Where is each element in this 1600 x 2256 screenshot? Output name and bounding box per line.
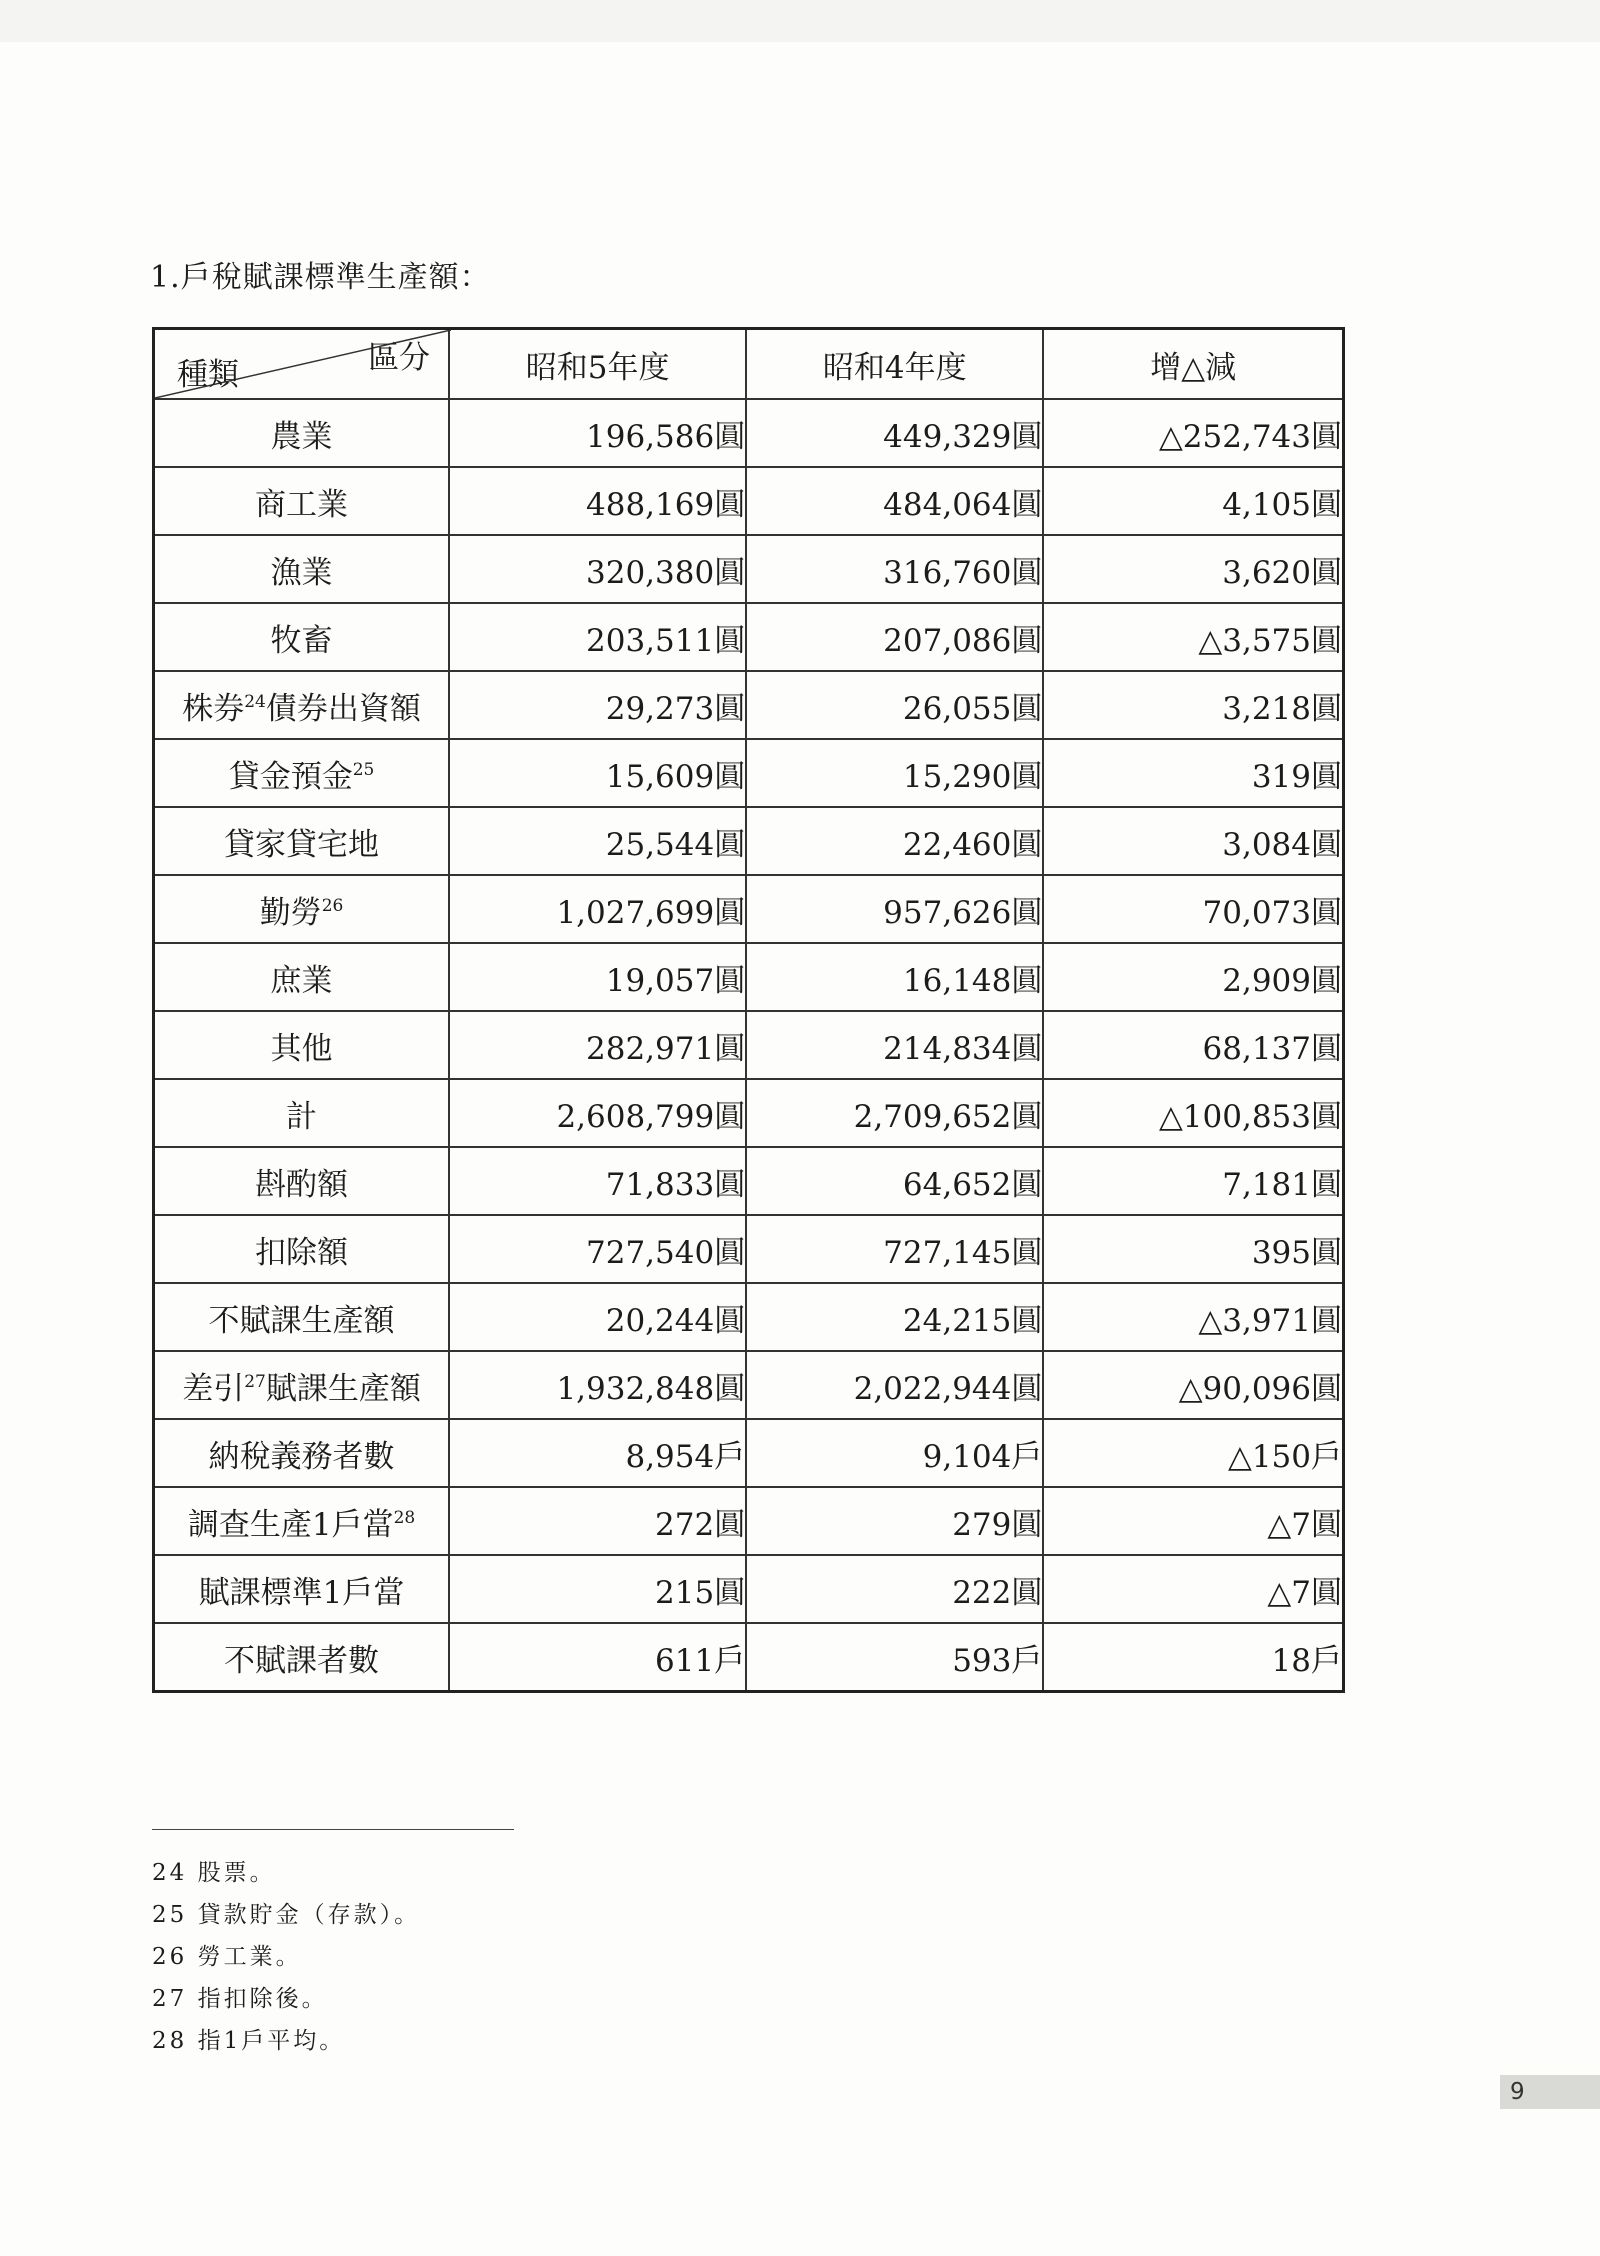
value-showa5-cell: 282,971圓 [449,1011,746,1079]
row-category-cell [154,1487,450,1555]
table-row [154,1419,1344,1487]
row-category-label-cont: 債券出資額 [265,690,421,727]
value-change-cell: △3,575圓 [1043,603,1343,671]
footnote-marker: 26 [321,895,344,916]
row-category-label: 漁業 [270,554,333,591]
table-row [154,1555,1344,1623]
table-row [154,1011,1344,1079]
row-category-label: 不賦課者數 [224,1642,380,1679]
value-change-cell: △3,971圓 [1043,1283,1343,1351]
value-change-cell: 3,620圓 [1043,535,1343,603]
value-showa4-cell: 9,104戶 [746,1419,1043,1487]
table-row [154,467,1344,535]
value-showa5-cell: 15,609圓 [449,739,746,807]
footnote-25: 25 貸款貯金（存款）。 [152,1902,421,1928]
row-category-cell [154,1283,450,1351]
value-showa4-cell: 214,834圓 [746,1011,1043,1079]
table-row [154,739,1344,807]
corner-label-division: 區分 [368,340,431,376]
row-category-label: 不賦課生產額 [208,1302,395,1339]
value-change-cell: 4,105圓 [1043,467,1343,535]
value-showa4-cell: 727,145圓 [746,1215,1043,1283]
row-category-label: 農業 [270,418,333,455]
column-header-showa5: 昭和5年度 [449,329,746,400]
row-category-cell [154,1079,450,1147]
table-row [154,535,1344,603]
footnote-marker: 24 [244,691,266,712]
row-category-cell [154,603,450,671]
footnote-marker: 27 [244,1371,266,1392]
table-row [154,1623,1344,1692]
row-category-label: 差引 [182,1370,245,1407]
row-category-label: 其他 [270,1030,333,1067]
value-showa5-cell: 19,057圓 [449,943,746,1011]
table-row [154,1487,1344,1555]
table-row [154,1351,1344,1419]
row-category-label: 納稅義務者數 [208,1438,395,1475]
table-row [154,807,1344,875]
value-showa4-cell: 449,329圓 [746,399,1043,467]
value-change-cell: 2,909圓 [1043,943,1343,1011]
value-change-cell: △7圓 [1043,1555,1343,1623]
table-row [154,943,1344,1011]
row-category-cell [154,467,450,535]
production-table [152,327,1345,1693]
value-showa4-cell: 24,215圓 [746,1283,1043,1351]
row-category-cell [154,535,450,603]
value-change-cell: 18戶 [1043,1623,1343,1692]
row-category-cell [154,399,450,467]
value-change-cell: 319圓 [1043,739,1343,807]
row-category-cell [154,1351,450,1419]
value-change-cell: 3,218圓 [1043,671,1343,739]
row-category-label: 勤勞 [259,894,322,931]
row-category-label-cont: 賦課生產額 [265,1370,421,1407]
value-change-cell: △100,853圓 [1043,1079,1343,1147]
table-row [154,1079,1344,1147]
row-category-cell [154,1555,450,1623]
value-showa4-cell: 26,055圓 [746,671,1043,739]
row-category-cell [154,807,450,875]
value-change-cell: 3,084圓 [1043,807,1343,875]
row-category-cell [154,1623,450,1692]
footnote-26: 26 勞工業。 [152,1944,302,1970]
table-row [154,399,1344,467]
row-category-cell [154,671,450,739]
value-showa4-cell: 16,148圓 [746,943,1043,1011]
value-showa5-cell: 71,833圓 [449,1147,746,1215]
row-category-label: 牧畜 [270,622,333,659]
column-header-showa4: 昭和4年度 [746,329,1043,400]
row-category-label: 斟酌額 [255,1166,349,1203]
footnote-list [152,1852,420,2062]
footnote-marker: 25 [352,759,375,780]
column-header-change: 增△減 [1043,329,1343,400]
value-showa4-cell: 64,652圓 [746,1147,1043,1215]
value-showa5-cell: 320,380圓 [449,535,746,603]
value-showa4-cell: 2,022,944圓 [746,1351,1043,1419]
value-showa4-cell: 484,064圓 [746,467,1043,535]
value-showa5-cell: 25,544圓 [449,807,746,875]
value-change-cell: 70,073圓 [1043,875,1343,943]
footnote-27: 27 指扣除後。 [152,1986,328,2012]
value-showa5-cell: 2,608,799圓 [449,1079,746,1147]
value-showa4-cell: 207,086圓 [746,603,1043,671]
table-row [154,1283,1344,1351]
value-showa5-cell: 29,273圓 [449,671,746,739]
footnote-24: 24 股票。 [152,1860,276,1886]
value-showa5-cell: 203,511圓 [449,603,746,671]
value-showa5-cell: 611戶 [449,1623,746,1692]
scan-top-band [0,0,1600,42]
corner-label-type: 種類 [177,357,239,393]
value-showa4-cell: 22,460圓 [746,807,1043,875]
table-row [154,671,1344,739]
row-category-cell [154,739,450,807]
table-row [154,1147,1344,1215]
row-category-label: 計 [286,1098,318,1135]
footnote-28: 28 指1戶平均。 [152,2028,346,2054]
value-showa4-cell: 2,709,652圓 [746,1079,1043,1147]
value-showa5-cell: 8,954戶 [449,1419,746,1487]
value-change-cell: △252,743圓 [1043,399,1343,467]
corner-header-cell [154,329,450,400]
value-showa5-cell: 1,932,848圓 [449,1351,746,1419]
row-category-cell [154,875,450,943]
row-category-label: 扣除額 [255,1234,349,1271]
value-showa5-cell: 272圓 [449,1487,746,1555]
value-showa4-cell: 593戶 [746,1623,1043,1692]
section-heading: 1.戶稅賦課標準生產額： [150,260,491,295]
row-category-label: 調查生產1戶當 [187,1506,394,1543]
value-change-cell: △7圓 [1043,1487,1343,1555]
row-category-label: 賦課標準1戶當 [198,1574,405,1611]
value-change-cell: 68,137圓 [1043,1011,1343,1079]
value-showa5-cell: 1,027,699圓 [449,875,746,943]
row-category-label: 貸金預金 [228,758,353,795]
value-showa4-cell: 316,760圓 [746,535,1043,603]
value-showa5-cell: 20,244圓 [449,1283,746,1351]
row-category-cell [154,1011,450,1079]
value-showa4-cell: 222圓 [746,1555,1043,1623]
value-change-cell: 395圓 [1043,1215,1343,1283]
page-number: 9 [1500,2075,1600,2109]
value-showa4-cell: 15,290圓 [746,739,1043,807]
value-change-cell: 7,181圓 [1043,1147,1343,1215]
table-header-row [154,329,1344,400]
value-showa4-cell: 957,626圓 [746,875,1043,943]
value-change-cell: △150戶 [1043,1419,1343,1487]
row-category-cell [154,943,450,1011]
value-showa5-cell: 488,169圓 [449,467,746,535]
footnote-divider [152,1829,514,1830]
row-category-label: 株券 [182,690,245,727]
row-category-label: 庶業 [270,962,333,999]
row-category-cell [154,1419,450,1487]
table-row [154,875,1344,943]
value-showa4-cell: 279圓 [746,1487,1043,1555]
value-showa5-cell: 196,586圓 [449,399,746,467]
row-category-label: 貸家貸宅地 [224,826,380,863]
footnote-marker: 28 [393,1507,416,1528]
row-category-cell [154,1215,450,1283]
value-change-cell: △90,096圓 [1043,1351,1343,1419]
row-category-label: 商工業 [255,486,349,523]
table-row [154,1215,1344,1283]
value-showa5-cell: 727,540圓 [449,1215,746,1283]
table-row [154,603,1344,671]
row-category-cell [154,1147,450,1215]
value-showa5-cell: 215圓 [449,1555,746,1623]
